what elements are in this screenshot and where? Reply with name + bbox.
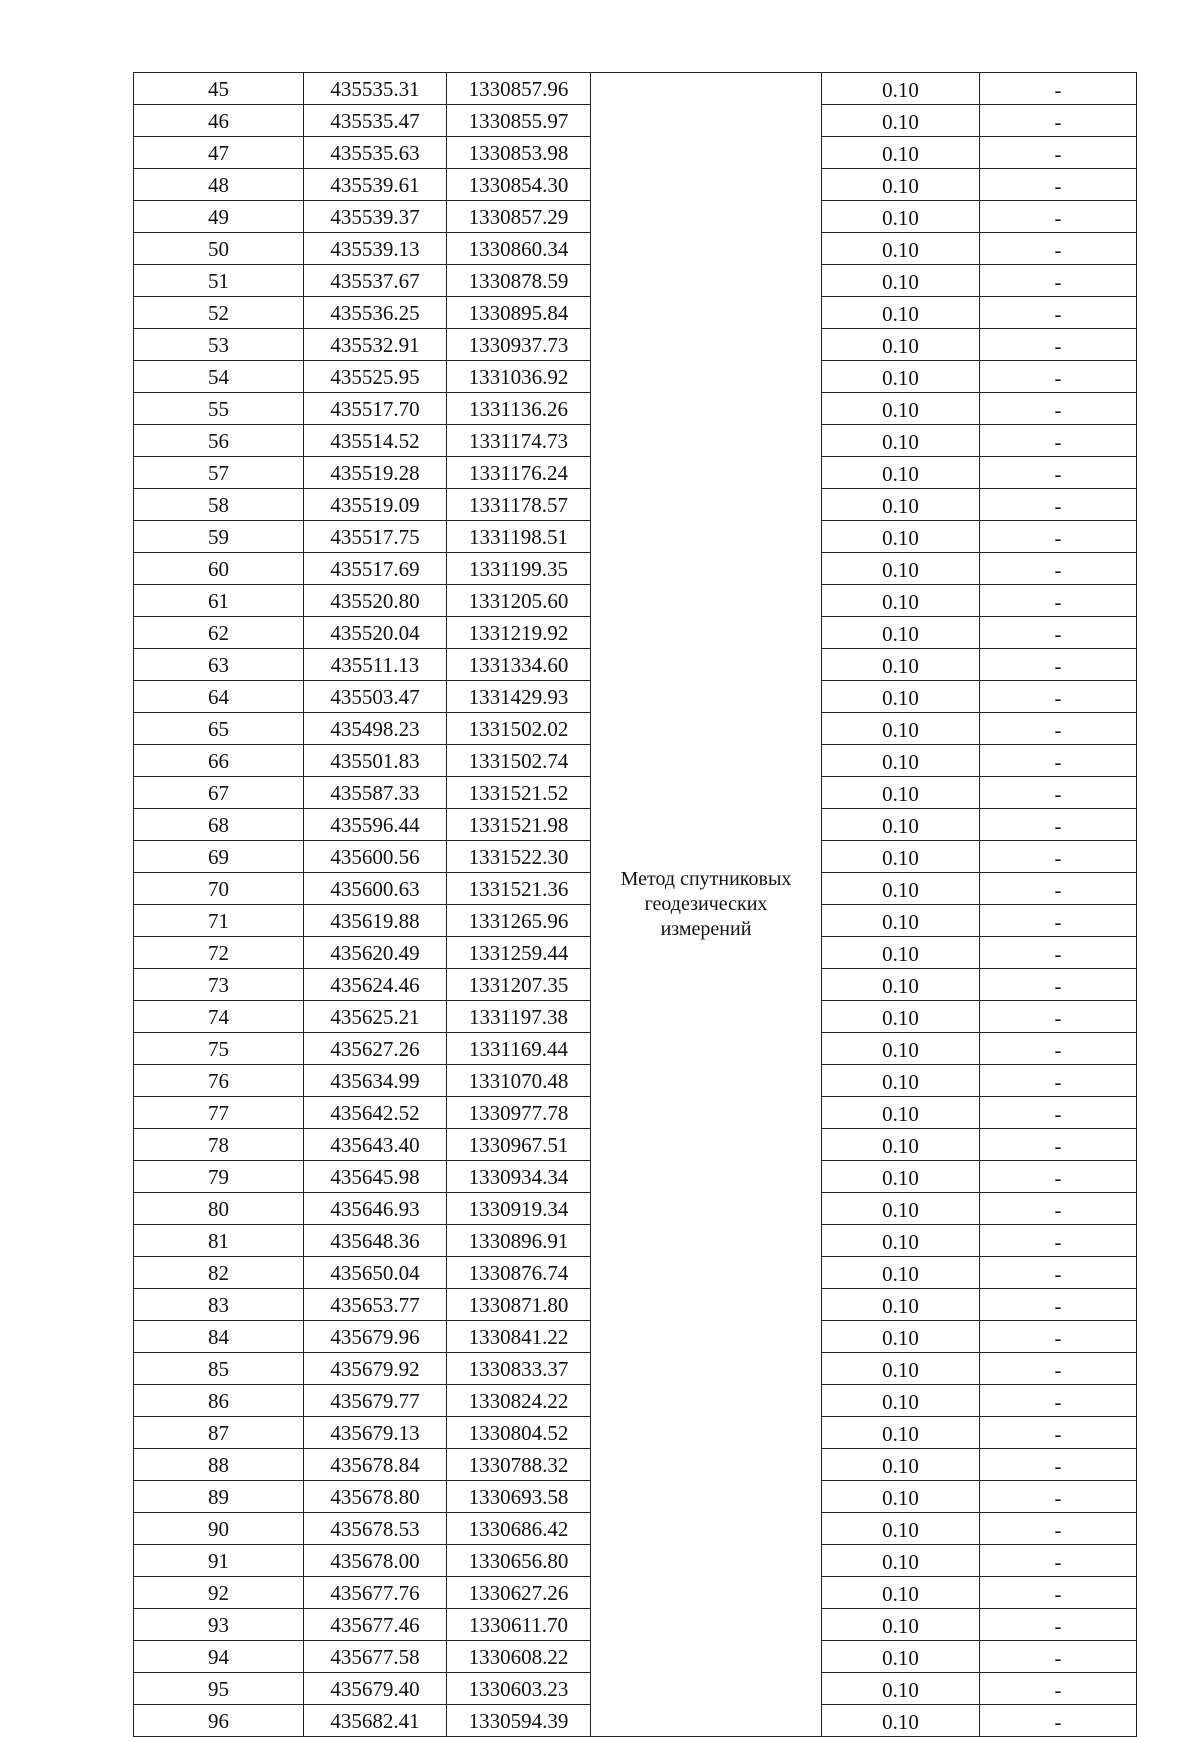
precision-cell: 0.10 [822, 1577, 980, 1609]
note-cell: - [980, 489, 1137, 521]
precision-cell: 0.10 [822, 393, 980, 425]
x-coordinate-cell: 435682.41 [304, 1705, 447, 1737]
note-cell: - [980, 809, 1137, 841]
x-coordinate-cell: 435503.47 [304, 681, 447, 713]
point-number-cell: 55 [134, 393, 304, 425]
note-cell: - [980, 1545, 1137, 1577]
precision-cell: 0.10 [822, 1353, 980, 1385]
note-cell: - [980, 617, 1137, 649]
precision-cell: 0.10 [822, 1449, 980, 1481]
x-coordinate-cell: 435501.83 [304, 745, 447, 777]
x-coordinate-cell: 435677.46 [304, 1609, 447, 1641]
note-cell: - [980, 1193, 1137, 1225]
note-cell: - [980, 297, 1137, 329]
point-number-cell: 50 [134, 233, 304, 265]
y-coordinate-cell: 1330788.32 [447, 1449, 591, 1481]
y-coordinate-cell: 1331036.92 [447, 361, 591, 393]
x-coordinate-cell: 435539.37 [304, 201, 447, 233]
point-number-cell: 83 [134, 1289, 304, 1321]
x-coordinate-cell: 435678.53 [304, 1513, 447, 1545]
point-number-cell: 76 [134, 1065, 304, 1097]
x-coordinate-cell: 435643.40 [304, 1129, 447, 1161]
y-coordinate-cell: 1330934.34 [447, 1161, 591, 1193]
point-number-cell: 61 [134, 585, 304, 617]
y-coordinate-cell: 1331070.48 [447, 1065, 591, 1097]
precision-cell: 0.10 [822, 1321, 980, 1353]
point-number-cell: 49 [134, 201, 304, 233]
point-number-cell: 85 [134, 1353, 304, 1385]
point-number-cell: 77 [134, 1097, 304, 1129]
point-number-cell: 68 [134, 809, 304, 841]
note-cell: - [980, 1257, 1137, 1289]
point-number-cell: 74 [134, 1001, 304, 1033]
point-number-cell: 54 [134, 361, 304, 393]
y-coordinate-cell: 1331197.38 [447, 1001, 591, 1033]
point-number-cell: 75 [134, 1033, 304, 1065]
note-cell: - [980, 233, 1137, 265]
x-coordinate-cell: 435600.56 [304, 841, 447, 873]
precision-cell: 0.10 [822, 873, 980, 905]
note-cell: - [980, 201, 1137, 233]
note-cell: - [980, 1225, 1137, 1257]
precision-cell: 0.10 [822, 489, 980, 521]
x-coordinate-cell: 435646.93 [304, 1193, 447, 1225]
note-cell: - [980, 1449, 1137, 1481]
coordinates-table-body [134, 73, 1137, 1737]
note-cell: - [980, 1129, 1137, 1161]
precision-cell: 0.10 [822, 1545, 980, 1577]
x-coordinate-cell: 435627.26 [304, 1033, 447, 1065]
y-coordinate-cell: 1330977.78 [447, 1097, 591, 1129]
point-number-cell: 47 [134, 137, 304, 169]
point-number-cell: 71 [134, 905, 304, 937]
y-coordinate-cell: 1330855.97 [447, 105, 591, 137]
precision-cell: 0.10 [822, 297, 980, 329]
point-number-cell: 67 [134, 777, 304, 809]
note-cell: - [980, 137, 1137, 169]
precision-cell: 0.10 [822, 681, 980, 713]
x-coordinate-cell: 435596.44 [304, 809, 447, 841]
x-coordinate-cell: 435520.04 [304, 617, 447, 649]
point-number-cell: 63 [134, 649, 304, 681]
precision-cell: 0.10 [822, 521, 980, 553]
x-coordinate-cell: 435619.88 [304, 905, 447, 937]
point-number-cell: 81 [134, 1225, 304, 1257]
note-cell: - [980, 1033, 1137, 1065]
point-number-cell: 80 [134, 1193, 304, 1225]
note-cell: - [980, 1417, 1137, 1449]
x-coordinate-cell: 435679.40 [304, 1673, 447, 1705]
point-number-cell: 96 [134, 1705, 304, 1737]
point-number-cell: 82 [134, 1257, 304, 1289]
method-cell: Метод спутниковых геодезических измерений [591, 73, 822, 1737]
precision-cell: 0.10 [822, 1289, 980, 1321]
y-coordinate-cell: 1331502.74 [447, 745, 591, 777]
note-cell: - [980, 265, 1137, 297]
y-coordinate-cell: 1330854.30 [447, 169, 591, 201]
point-number-cell: 58 [134, 489, 304, 521]
x-coordinate-cell: 435642.52 [304, 1097, 447, 1129]
precision-cell: 0.10 [822, 1705, 980, 1737]
precision-cell: 0.10 [822, 233, 980, 265]
precision-cell: 0.10 [822, 969, 980, 1001]
note-cell: - [980, 937, 1137, 969]
point-number-cell: 88 [134, 1449, 304, 1481]
x-coordinate-cell: 435498.23 [304, 713, 447, 745]
precision-cell: 0.10 [822, 425, 980, 457]
y-coordinate-cell: 1330919.34 [447, 1193, 591, 1225]
y-coordinate-cell: 1331502.02 [447, 713, 591, 745]
note-cell: - [980, 681, 1137, 713]
note-cell: - [980, 1385, 1137, 1417]
note-cell: - [980, 1097, 1137, 1129]
y-coordinate-cell: 1331199.35 [447, 553, 591, 585]
x-coordinate-cell: 435535.31 [304, 73, 447, 105]
precision-cell: 0.10 [822, 265, 980, 297]
precision-cell: 0.10 [822, 201, 980, 233]
note-cell: - [980, 1321, 1137, 1353]
note-cell: - [980, 361, 1137, 393]
point-number-cell: 65 [134, 713, 304, 745]
point-number-cell: 86 [134, 1385, 304, 1417]
point-number-cell: 45 [134, 73, 304, 105]
y-coordinate-cell: 1330603.23 [447, 1673, 591, 1705]
x-coordinate-cell: 435679.96 [304, 1321, 447, 1353]
x-coordinate-cell: 435539.61 [304, 169, 447, 201]
note-cell: - [980, 745, 1137, 777]
point-number-cell: 64 [134, 681, 304, 713]
y-coordinate-cell: 1330937.73 [447, 329, 591, 361]
y-coordinate-cell: 1330833.37 [447, 1353, 591, 1385]
y-coordinate-cell: 1330804.52 [447, 1417, 591, 1449]
x-coordinate-cell: 435678.80 [304, 1481, 447, 1513]
point-number-cell: 73 [134, 969, 304, 1001]
x-coordinate-cell: 435519.28 [304, 457, 447, 489]
x-coordinate-cell: 435587.33 [304, 777, 447, 809]
y-coordinate-cell: 1330857.29 [447, 201, 591, 233]
y-coordinate-cell: 1331522.30 [447, 841, 591, 873]
point-number-cell: 95 [134, 1673, 304, 1705]
point-number-cell: 72 [134, 937, 304, 969]
note-cell: - [980, 1481, 1137, 1513]
point-number-cell: 59 [134, 521, 304, 553]
point-number-cell: 79 [134, 1161, 304, 1193]
x-coordinate-cell: 435600.63 [304, 873, 447, 905]
x-coordinate-cell: 435536.25 [304, 297, 447, 329]
note-cell: - [980, 169, 1137, 201]
y-coordinate-cell: 1331178.57 [447, 489, 591, 521]
y-coordinate-cell: 1331174.73 [447, 425, 591, 457]
point-number-cell: 84 [134, 1321, 304, 1353]
precision-cell: 0.10 [822, 1481, 980, 1513]
note-cell: - [980, 1001, 1137, 1033]
x-coordinate-cell: 435677.58 [304, 1641, 447, 1673]
y-coordinate-cell: 1331265.96 [447, 905, 591, 937]
precision-cell: 0.10 [822, 713, 980, 745]
note-cell: - [980, 905, 1137, 937]
y-coordinate-cell: 1331207.35 [447, 969, 591, 1001]
note-cell: - [980, 873, 1137, 905]
note-cell: - [980, 1577, 1137, 1609]
note-cell: - [980, 457, 1137, 489]
precision-cell: 0.10 [822, 617, 980, 649]
y-coordinate-cell: 1330895.84 [447, 297, 591, 329]
precision-cell: 0.10 [822, 937, 980, 969]
precision-cell: 0.10 [822, 745, 980, 777]
x-coordinate-cell: 435625.21 [304, 1001, 447, 1033]
y-coordinate-cell: 1330656.80 [447, 1545, 591, 1577]
y-coordinate-cell: 1330871.80 [447, 1289, 591, 1321]
x-coordinate-cell: 435645.98 [304, 1161, 447, 1193]
precision-cell: 0.10 [822, 329, 980, 361]
precision-cell: 0.10 [822, 1673, 980, 1705]
note-cell: - [980, 1065, 1137, 1097]
note-cell: - [980, 841, 1137, 873]
point-number-cell: 51 [134, 265, 304, 297]
x-coordinate-cell: 435620.49 [304, 937, 447, 969]
precision-cell: 0.10 [822, 1033, 980, 1065]
y-coordinate-cell: 1330878.59 [447, 265, 591, 297]
precision-cell: 0.10 [822, 361, 980, 393]
point-number-cell: 66 [134, 745, 304, 777]
point-number-cell: 78 [134, 1129, 304, 1161]
precision-cell: 0.10 [822, 585, 980, 617]
note-cell: - [980, 777, 1137, 809]
precision-cell: 0.10 [822, 1129, 980, 1161]
note-cell: - [980, 425, 1137, 457]
precision-cell: 0.10 [822, 905, 980, 937]
y-coordinate-cell: 1330857.96 [447, 73, 591, 105]
x-coordinate-cell: 435537.67 [304, 265, 447, 297]
y-coordinate-cell: 1331136.26 [447, 393, 591, 425]
note-cell: - [980, 393, 1137, 425]
note-cell: - [980, 1161, 1137, 1193]
y-coordinate-cell: 1330693.58 [447, 1481, 591, 1513]
precision-cell: 0.10 [822, 1513, 980, 1545]
point-number-cell: 62 [134, 617, 304, 649]
note-cell: - [980, 1641, 1137, 1673]
note-cell: - [980, 1353, 1137, 1385]
x-coordinate-cell: 435653.77 [304, 1289, 447, 1321]
y-coordinate-cell: 1330896.91 [447, 1225, 591, 1257]
point-number-cell: 93 [134, 1609, 304, 1641]
x-coordinate-cell: 435532.91 [304, 329, 447, 361]
y-coordinate-cell: 1330824.22 [447, 1385, 591, 1417]
note-cell: - [980, 713, 1137, 745]
precision-cell: 0.10 [822, 1641, 980, 1673]
note-cell: - [980, 73, 1137, 105]
point-number-cell: 91 [134, 1545, 304, 1577]
precision-cell: 0.10 [822, 137, 980, 169]
note-cell: - [980, 521, 1137, 553]
y-coordinate-cell: 1330608.22 [447, 1641, 591, 1673]
x-coordinate-cell: 435539.13 [304, 233, 447, 265]
note-cell: - [980, 649, 1137, 681]
x-coordinate-cell: 435679.77 [304, 1385, 447, 1417]
y-coordinate-cell: 1331198.51 [447, 521, 591, 553]
x-coordinate-cell: 435650.04 [304, 1257, 447, 1289]
point-number-cell: 46 [134, 105, 304, 137]
precision-cell: 0.10 [822, 1257, 980, 1289]
coordinates-table [133, 72, 1137, 1737]
point-number-cell: 52 [134, 297, 304, 329]
point-number-cell: 87 [134, 1417, 304, 1449]
y-coordinate-cell: 1331521.98 [447, 809, 591, 841]
x-coordinate-cell: 435514.52 [304, 425, 447, 457]
point-number-cell: 57 [134, 457, 304, 489]
table-row [134, 73, 1137, 105]
point-number-cell: 94 [134, 1641, 304, 1673]
x-coordinate-cell: 435535.63 [304, 137, 447, 169]
point-number-cell: 70 [134, 873, 304, 905]
x-coordinate-cell: 435517.75 [304, 521, 447, 553]
precision-cell: 0.10 [822, 809, 980, 841]
note-cell: - [980, 553, 1137, 585]
note-cell: - [980, 1609, 1137, 1641]
precision-cell: 0.10 [822, 1609, 980, 1641]
x-coordinate-cell: 435679.92 [304, 1353, 447, 1385]
note-cell: - [980, 1673, 1137, 1705]
note-cell: - [980, 105, 1137, 137]
point-number-cell: 89 [134, 1481, 304, 1513]
point-number-cell: 60 [134, 553, 304, 585]
precision-cell: 0.10 [822, 1193, 980, 1225]
precision-cell: 0.10 [822, 1097, 980, 1129]
x-coordinate-cell: 435624.46 [304, 969, 447, 1001]
x-coordinate-cell: 435517.70 [304, 393, 447, 425]
y-coordinate-cell: 1331334.60 [447, 649, 591, 681]
precision-cell: 0.10 [822, 73, 980, 105]
y-coordinate-cell: 1331521.36 [447, 873, 591, 905]
y-coordinate-cell: 1331259.44 [447, 937, 591, 969]
x-coordinate-cell: 435519.09 [304, 489, 447, 521]
y-coordinate-cell: 1331176.24 [447, 457, 591, 489]
point-number-cell: 92 [134, 1577, 304, 1609]
y-coordinate-cell: 1331429.93 [447, 681, 591, 713]
note-cell: - [980, 585, 1137, 617]
precision-cell: 0.10 [822, 1385, 980, 1417]
point-number-cell: 56 [134, 425, 304, 457]
y-coordinate-cell: 1331219.92 [447, 617, 591, 649]
note-cell: - [980, 329, 1137, 361]
x-coordinate-cell: 435535.47 [304, 105, 447, 137]
y-coordinate-cell: 1330853.98 [447, 137, 591, 169]
note-cell: - [980, 1513, 1137, 1545]
precision-cell: 0.10 [822, 553, 980, 585]
y-coordinate-cell: 1330594.39 [447, 1705, 591, 1737]
precision-cell: 0.10 [822, 841, 980, 873]
precision-cell: 0.10 [822, 1161, 980, 1193]
x-coordinate-cell: 435511.13 [304, 649, 447, 681]
x-coordinate-cell: 435679.13 [304, 1417, 447, 1449]
point-number-cell: 53 [134, 329, 304, 361]
precision-cell: 0.10 [822, 1065, 980, 1097]
precision-cell: 0.10 [822, 1417, 980, 1449]
point-number-cell: 90 [134, 1513, 304, 1545]
note-cell: - [980, 969, 1137, 1001]
x-coordinate-cell: 435520.80 [304, 585, 447, 617]
x-coordinate-cell: 435678.00 [304, 1545, 447, 1577]
precision-cell: 0.10 [822, 169, 980, 201]
x-coordinate-cell: 435634.99 [304, 1065, 447, 1097]
x-coordinate-cell: 435677.76 [304, 1577, 447, 1609]
x-coordinate-cell: 435648.36 [304, 1225, 447, 1257]
note-cell: - [980, 1705, 1137, 1737]
point-number-cell: 48 [134, 169, 304, 201]
precision-cell: 0.10 [822, 649, 980, 681]
y-coordinate-cell: 1330841.22 [447, 1321, 591, 1353]
precision-cell: 0.10 [822, 457, 980, 489]
y-coordinate-cell: 1330611.70 [447, 1609, 591, 1641]
y-coordinate-cell: 1331169.44 [447, 1033, 591, 1065]
precision-cell: 0.10 [822, 1001, 980, 1033]
x-coordinate-cell: 435678.84 [304, 1449, 447, 1481]
point-number-cell: 69 [134, 841, 304, 873]
y-coordinate-cell: 1330686.42 [447, 1513, 591, 1545]
y-coordinate-cell: 1330627.26 [447, 1577, 591, 1609]
x-coordinate-cell: 435517.69 [304, 553, 447, 585]
x-coordinate-cell: 435525.95 [304, 361, 447, 393]
precision-cell: 0.10 [822, 777, 980, 809]
y-coordinate-cell: 1330876.74 [447, 1257, 591, 1289]
y-coordinate-cell: 1330967.51 [447, 1129, 591, 1161]
y-coordinate-cell: 1330860.34 [447, 233, 591, 265]
precision-cell: 0.10 [822, 1225, 980, 1257]
y-coordinate-cell: 1331521.52 [447, 777, 591, 809]
y-coordinate-cell: 1331205.60 [447, 585, 591, 617]
note-cell: - [980, 1289, 1137, 1321]
precision-cell: 0.10 [822, 105, 980, 137]
